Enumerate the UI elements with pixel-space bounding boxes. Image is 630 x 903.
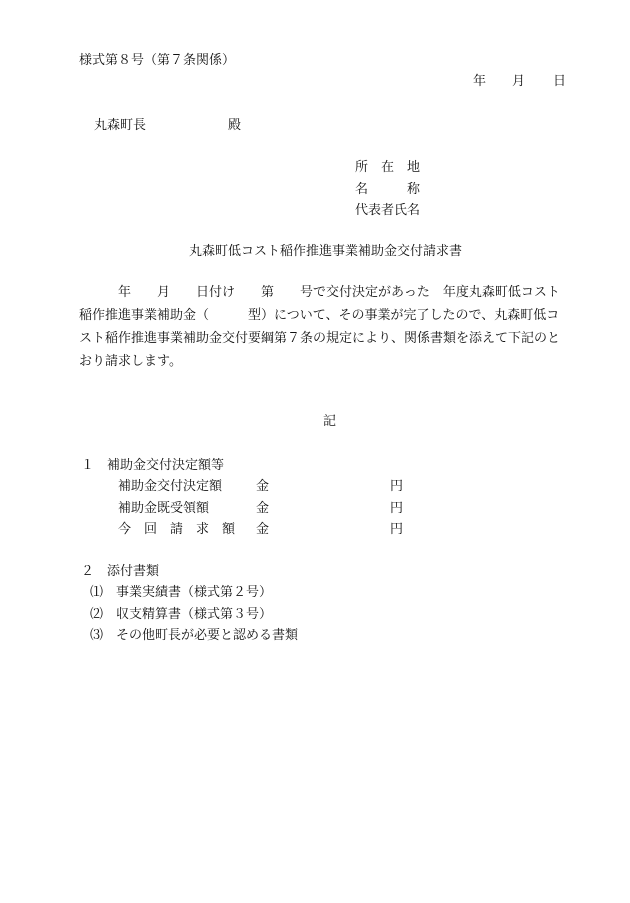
date-month: 月: [512, 74, 526, 89]
row-unit: 円: [390, 522, 404, 537]
attachment-item: ⑶ その他町長が必要と認める書類: [90, 628, 299, 643]
ki-marker: 記: [323, 414, 337, 429]
applicant-address-label: 所 在 地: [355, 160, 421, 175]
row-currency: 金: [256, 479, 270, 494]
recipient-honorific: 殿: [228, 118, 242, 133]
section-2-heading: ２ 添付書類: [81, 564, 160, 579]
form-label: 様式第８号（第７条関係）: [79, 53, 236, 68]
row-currency: 金: [256, 522, 270, 537]
body-line: おり請求します。: [79, 354, 182, 369]
attachment-item: ⑴ 事業実績書（様式第２号）: [90, 585, 273, 600]
row-label: 補助金既受領額: [118, 501, 210, 516]
row-label: 補助金交付決定額: [118, 479, 223, 494]
row-unit: 円: [390, 501, 404, 516]
body-line: スト稲作推進事業補助金交付要綱第７条の規定により、関係書類を添えて下記のと: [79, 331, 561, 346]
row-label: 今 回 請 求 額: [118, 522, 236, 537]
date-day: 日: [553, 74, 567, 89]
recipient-name: 丸森町長: [94, 118, 147, 133]
body-line: 年 月 日付け 第 号で交付決定があった 年度丸森町低コスト: [79, 285, 560, 300]
section-1-heading: １ 補助金交付決定額等: [81, 458, 225, 473]
applicant-representative-label: 代表者氏名: [355, 203, 421, 218]
attachment-item: ⑵ 収支精算書（様式第３号）: [90, 607, 273, 622]
body-paragraph: [79, 281, 579, 373]
row-unit: 円: [390, 479, 404, 494]
body-line: 稲作推進事業補助金（ 型）について、その事業が完了したので、丸森町低コ: [79, 308, 560, 323]
date-year: 年: [473, 74, 487, 89]
applicant-name-label: 名 称: [355, 182, 421, 197]
document-title: 丸森町低コスト稲作推進事業補助金交付請求書: [189, 244, 463, 259]
row-currency: 金: [256, 501, 270, 516]
